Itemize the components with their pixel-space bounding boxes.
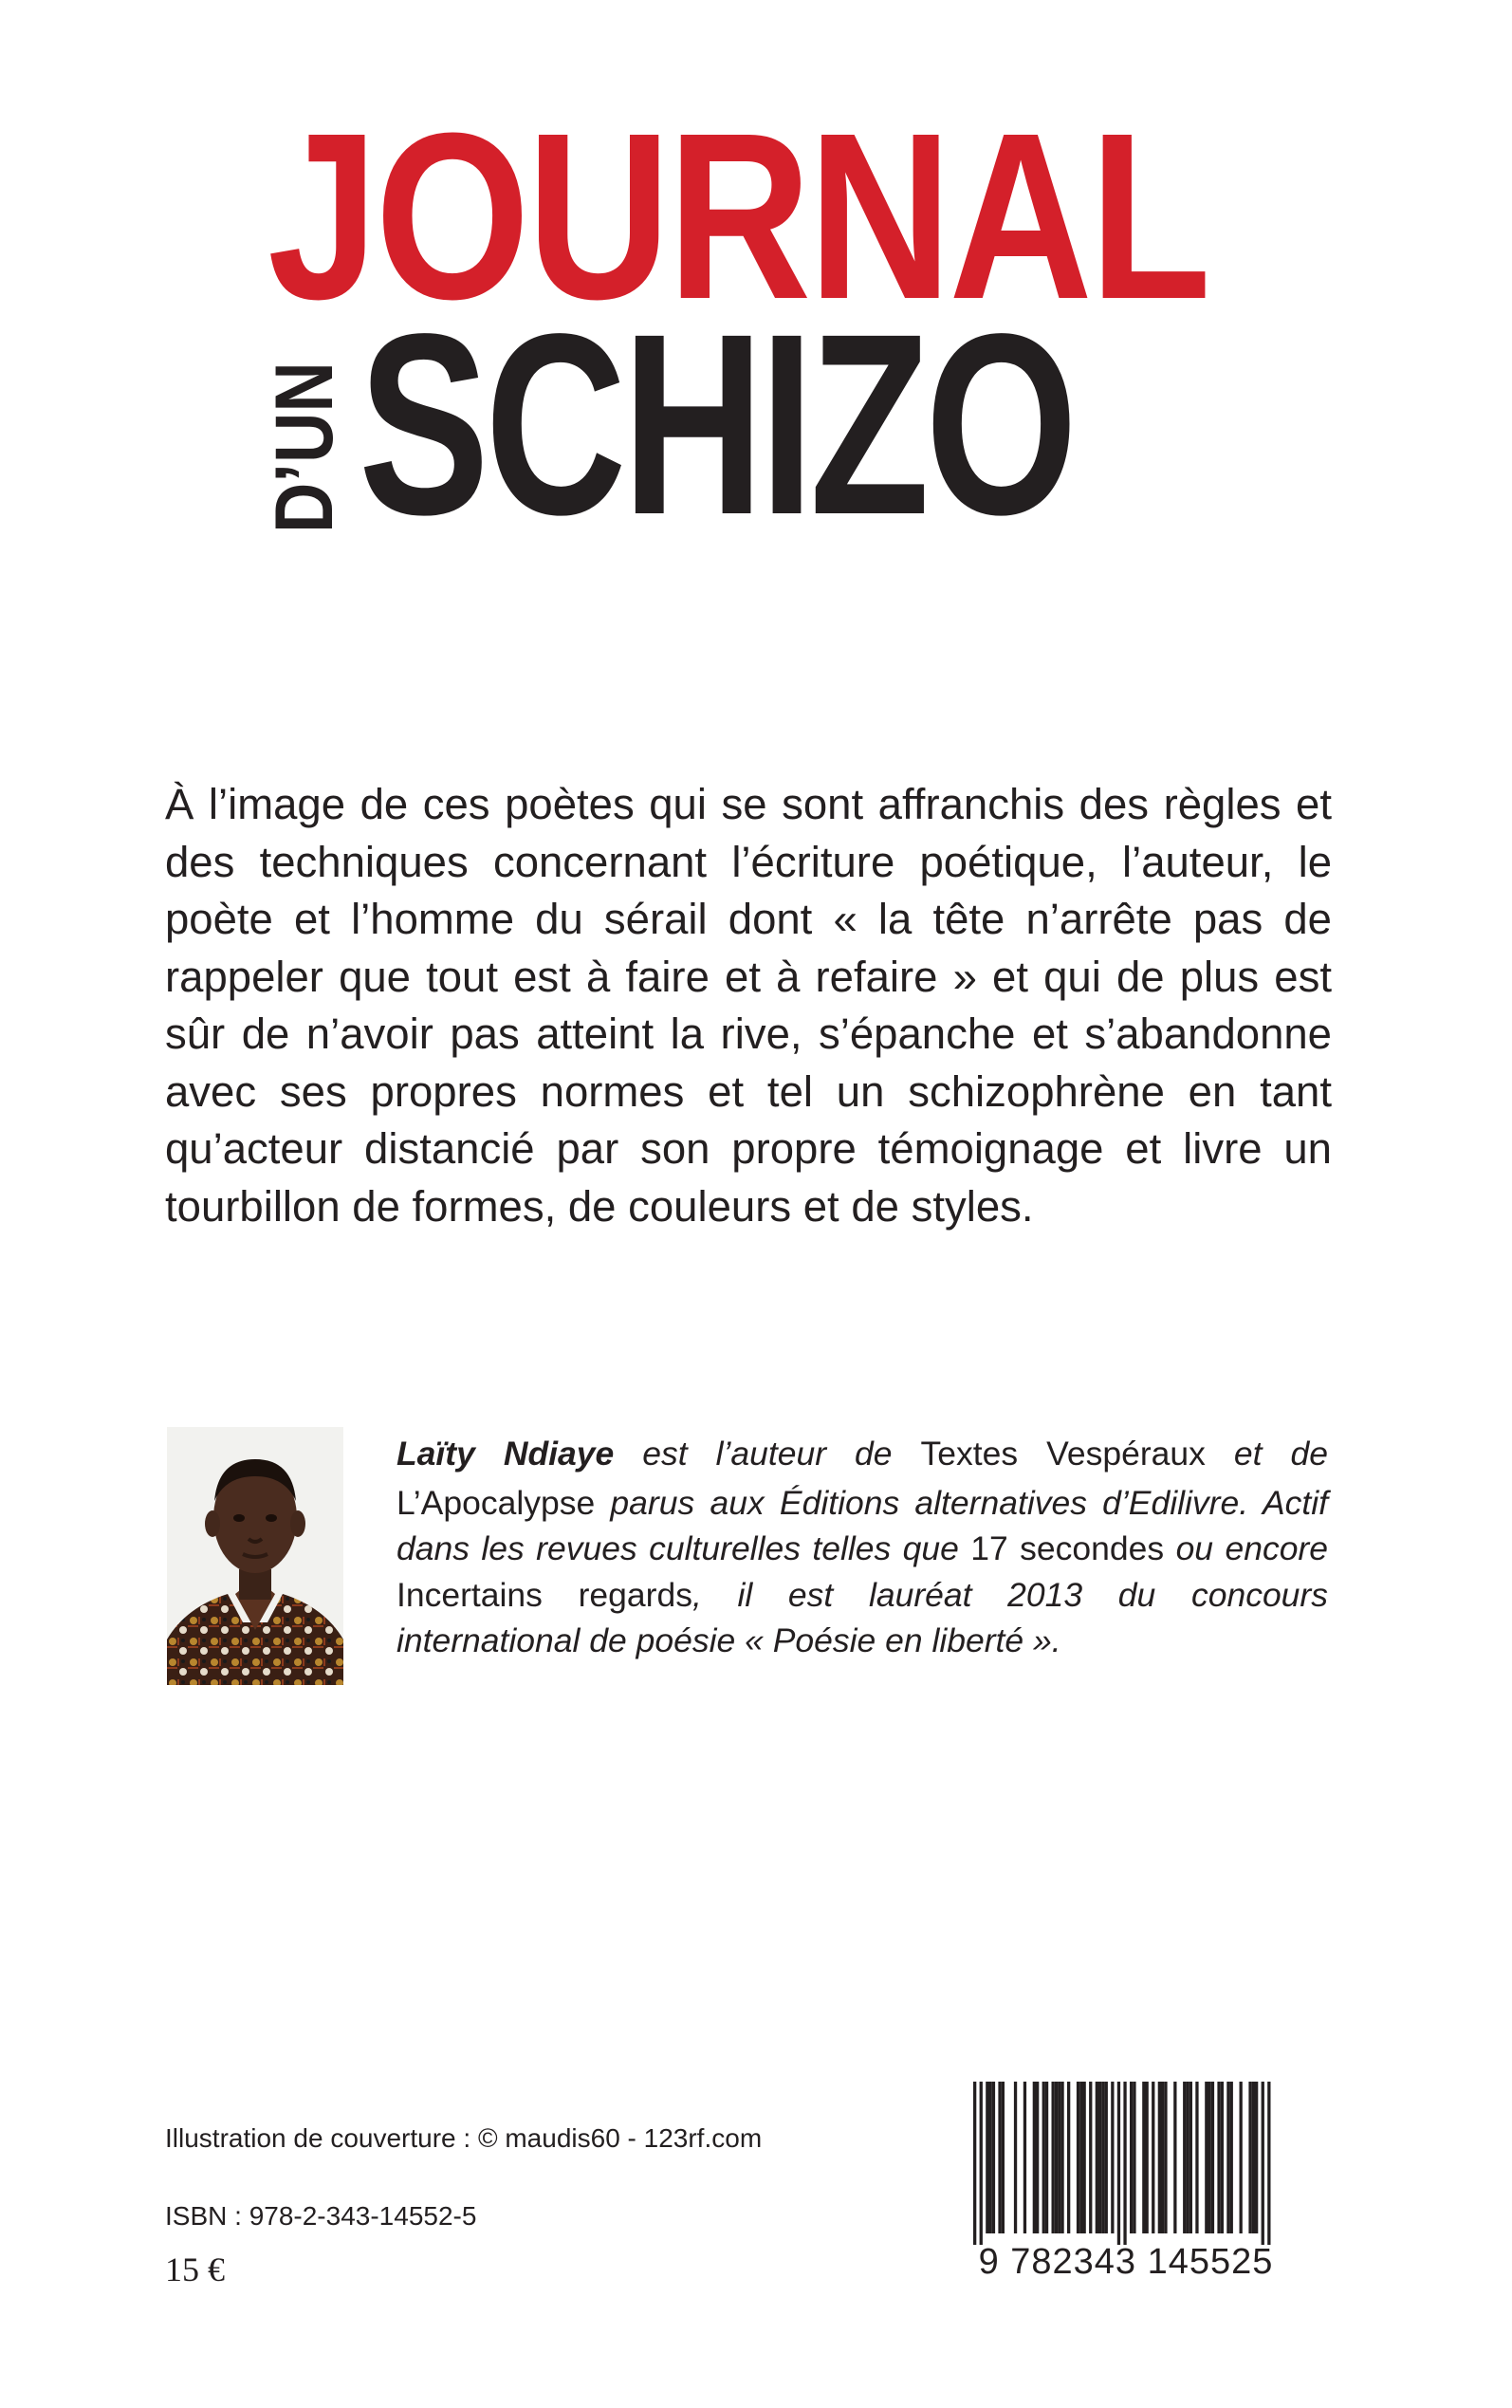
barcode-guard-bar	[1117, 2082, 1120, 2245]
author-review-2: Incertains regards	[396, 1575, 692, 1614]
barcode-bar	[1208, 2082, 1211, 2233]
barcode-bar	[1098, 2082, 1101, 2233]
barcode-bar	[1230, 2082, 1233, 2233]
barcode-bar	[1105, 2082, 1108, 2233]
isbn: ISBN : 978-2-343-14552-5	[165, 2201, 477, 2231]
author-bio-part-5: , il est lauréat 2013 du concours international de poésie « Poésie en liberté ».	[396, 1575, 1328, 1659]
author-bio-part-1: est l’auteur de	[614, 1435, 921, 1473]
barcode-bar	[998, 2082, 1001, 2233]
title-journal: JOURNAL	[267, 83, 1208, 348]
barcode-bar	[1248, 2082, 1251, 2233]
barcode-guard-bar	[1262, 2082, 1264, 2245]
barcode-bar	[1023, 2082, 1026, 2233]
barcode-bar	[1033, 2082, 1036, 2233]
barcode-bar	[1240, 2082, 1243, 2233]
barcode-bar	[1142, 2082, 1145, 2233]
barcode-bar	[1036, 2082, 1039, 2233]
author-book-1: Textes Vespéraux	[920, 1435, 1206, 1473]
barcode-bar	[989, 2082, 992, 2233]
barcode-bar	[1189, 2082, 1192, 2233]
barcode-bars	[935, 2082, 1317, 2245]
author-book-2: L’Apocalypse	[396, 1483, 596, 1522]
price: 15 €	[165, 2251, 225, 2288]
barcode-bar	[986, 2082, 988, 2233]
barcode-bar	[1002, 2082, 1005, 2233]
barcode-bar	[1217, 2082, 1220, 2233]
author-review-1: 17 secondes	[970, 1529, 1165, 1567]
title-schizo: SCHIZO	[359, 280, 1074, 568]
barcode-bar	[1183, 2082, 1186, 2233]
title-dun	[259, 323, 350, 533]
back-cover-blurb: À l’image de ces poètes qui se sont affranchis des règles et des techniques concernant l’écriture poétique, l’auteur, le poète et l’homme du sérail dont « la tête n’arrête pas de rappeler que tout est à faire et à refaire » et qui de plus est sûr de n’avoir pas atteint la rive, s’épanche et s’abandonne avec ses propres normes et tel un schizophrène en tant qu’acteur distancié par son propre témoignage et livre un tourbillon de formes, de couleurs et de styles.	[165, 780, 1332, 1231]
barcode-bar	[1083, 2082, 1086, 2233]
barcode-bar	[1186, 2082, 1189, 2233]
author-first-name: Laïty	[396, 1435, 475, 1473]
barcode-bar	[1079, 2082, 1082, 2233]
barcode-bar	[1130, 2082, 1133, 2233]
barcode-guard-bar	[980, 2082, 983, 2245]
barcode-bar	[1252, 2082, 1255, 2233]
author-bio-part-2: et de	[1205, 1435, 1328, 1473]
barcode-bar	[1205, 2082, 1208, 2233]
barcode-bar	[1195, 2082, 1198, 2233]
barcode-bar	[992, 2082, 995, 2233]
author-bio	[396, 1431, 1328, 1664]
barcode-bar	[1146, 2082, 1149, 2233]
barcode-bar	[1052, 2082, 1055, 2233]
barcode-bar	[1042, 2082, 1045, 2233]
isbn-barcode	[935, 2082, 1317, 2287]
author-bio-part-4: ou encore	[1164, 1529, 1329, 1567]
barcode-bar	[1158, 2082, 1161, 2233]
barcode-bar	[1161, 2082, 1164, 2233]
barcode-guard-bar	[1123, 2082, 1126, 2245]
barcode-number: 9 782343 145525	[978, 2242, 1274, 2282]
barcode-bar	[1211, 2082, 1214, 2233]
author-bio-part-3: parus aux Éditions alternatives d’Edilivre. Actif dans les revues culturelles telles que	[396, 1483, 1328, 1567]
barcode-bar	[1089, 2082, 1092, 2233]
barcode-bar	[1060, 2082, 1063, 2233]
barcode-bar	[1226, 2082, 1229, 2233]
barcode-bar	[1096, 2082, 1098, 2233]
barcode-bar	[1058, 2082, 1060, 2233]
barcode-bar	[1045, 2082, 1048, 2233]
barcode-guard-bar	[1267, 2082, 1270, 2245]
barcode-bar	[1077, 2082, 1079, 2233]
barcode-bar	[1221, 2082, 1224, 2233]
barcode-bar	[1111, 2082, 1114, 2233]
barcode-bar	[1014, 2082, 1017, 2233]
barcode-bar	[1164, 2082, 1167, 2233]
barcode-bar	[1055, 2082, 1058, 2233]
illustration-credit: Illustration de couverture : © maudis60 - 123rf.com	[165, 2123, 763, 2153]
barcode-bar	[1173, 2082, 1176, 2233]
author-photo	[167, 1427, 343, 1685]
barcode-bar	[1152, 2082, 1154, 2233]
author-last-name	[503, 1435, 615, 1473]
barcode-guard-bar	[973, 2082, 976, 2245]
author-portrait-illustration	[167, 1427, 343, 1685]
barcode-bar	[1067, 2082, 1070, 2233]
barcode-bar	[1133, 2082, 1135, 2233]
barcode-bar	[1255, 2082, 1258, 2233]
barcode-bar	[1101, 2082, 1104, 2233]
author-last-name-text: Ndiaye	[503, 1435, 615, 1473]
title-dun-text: D’UN	[259, 361, 350, 533]
